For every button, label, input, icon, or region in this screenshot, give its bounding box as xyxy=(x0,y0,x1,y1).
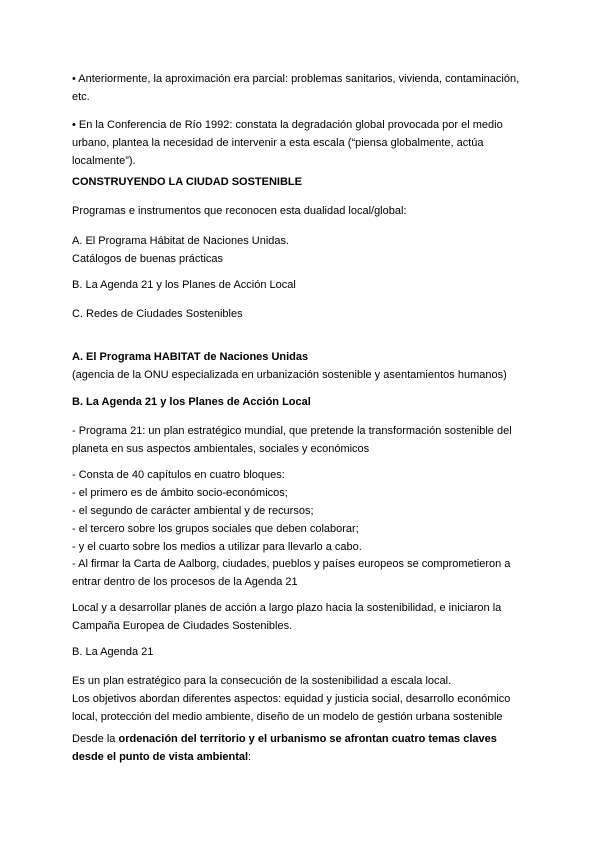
text-line: Campaña Europea de Ciudades Sostenibles. xyxy=(72,620,293,632)
desde-paragraph xyxy=(72,730,532,766)
text-line: localmente”). xyxy=(72,155,136,167)
desde-prefix: Desde la xyxy=(72,733,119,745)
text-line: etc. xyxy=(72,91,90,103)
section-a-subtitle: (agencia de la ONU especializada en urbanización sostenible y asentamientos humanos) xyxy=(72,369,507,381)
text-line: - Al firmar la Carta de Aalborg, ciudades, pueblos y países europeos se comprometieron a xyxy=(72,558,511,570)
main-heading: CONSTRUYENDO LA CIUDAD SOSTENIBLE xyxy=(72,176,302,188)
desde-bold-1: ordenación del territorio y el urbanismo se afrontan cuatro temas claves xyxy=(118,733,497,745)
list-item: - el tercero sobre los grupos sociales que deben colaborar; xyxy=(72,523,359,535)
text-line: entrar dentro de los procesos de la Agenda 21 xyxy=(72,576,298,588)
text-line: - Programa 21: un plan estratégico mundial, que pretende la transformación sostenible del xyxy=(72,425,512,437)
intro-paragraph xyxy=(72,70,532,106)
text-line: Catálogos de buenas prácticas xyxy=(72,253,224,265)
text-line xyxy=(72,748,532,766)
text-line: Los objetivos abordan diferentes aspectos: equidad y justicia social, desarrollo económico xyxy=(72,693,511,705)
desde-bold-2: desde el punto de vista ambiental xyxy=(72,751,249,763)
text-line: local, protección del medio ambiente, diseño de un modelo de gestión urbana sostenible xyxy=(72,711,503,723)
text-line: planeta en sus aspectos ambientales, sociales y económicos xyxy=(72,443,370,455)
desde-suffix: : xyxy=(248,751,252,763)
text-line: A. El Programa Hábitat de Naciones Unidas. xyxy=(72,235,290,247)
section-b-title: B. La Agenda 21 y los Planes de Acción Local xyxy=(72,396,311,408)
item-b: B. La Agenda 21 y los Planes de Acción Local xyxy=(72,279,296,291)
capitulos-list xyxy=(72,466,532,556)
list-item: - Consta de 40 capítulos en cuatro bloques: xyxy=(72,469,285,481)
text-line: • En la Conferencia de Río 1992: constata la degradación global provocada por el medio xyxy=(72,119,503,131)
text-line: Local y a desarrollar planes de acción a largo plazo hacia la sostenibilidad, e iniciaron la xyxy=(72,602,502,614)
b-agenda-label: B. La Agenda 21 xyxy=(72,646,154,658)
text-line xyxy=(72,730,532,748)
list-item: - el primero es de ámbito socio-económicos; xyxy=(72,487,288,499)
text-line: Es un plan estratégico para la consecución de la sostenibilidad a escala local. xyxy=(72,675,452,687)
programa21-paragraph xyxy=(72,422,532,458)
section-a xyxy=(72,348,532,384)
list-item: - el segundo de carácter ambiental y de recursos; xyxy=(72,505,314,517)
plan-paragraph xyxy=(72,672,532,726)
programas-intro: Programas e instrumentos que reconocen esta dualidad local/global: xyxy=(72,205,407,217)
local-paragraph xyxy=(72,599,532,635)
text-line: urbano, plantea la necesidad de intervenir a esta escala (“piensa globalmente, actúa xyxy=(72,137,484,149)
section-a-title: A. El Programa HABITAT de Naciones Unidas xyxy=(72,351,309,363)
item-c: C. Redes de Ciudades Sostenibles xyxy=(72,308,243,320)
item-a xyxy=(72,232,532,268)
text-line: • Anteriormente, la aproximación era parcial: problemas sanitarios, vivienda, contaminación, xyxy=(72,73,520,85)
list-item: - y el cuarto sobre los medios a utilizar para llevarlo a cabo. xyxy=(72,541,362,553)
aalborg-paragraph xyxy=(72,555,532,591)
rio-paragraph xyxy=(72,116,532,170)
